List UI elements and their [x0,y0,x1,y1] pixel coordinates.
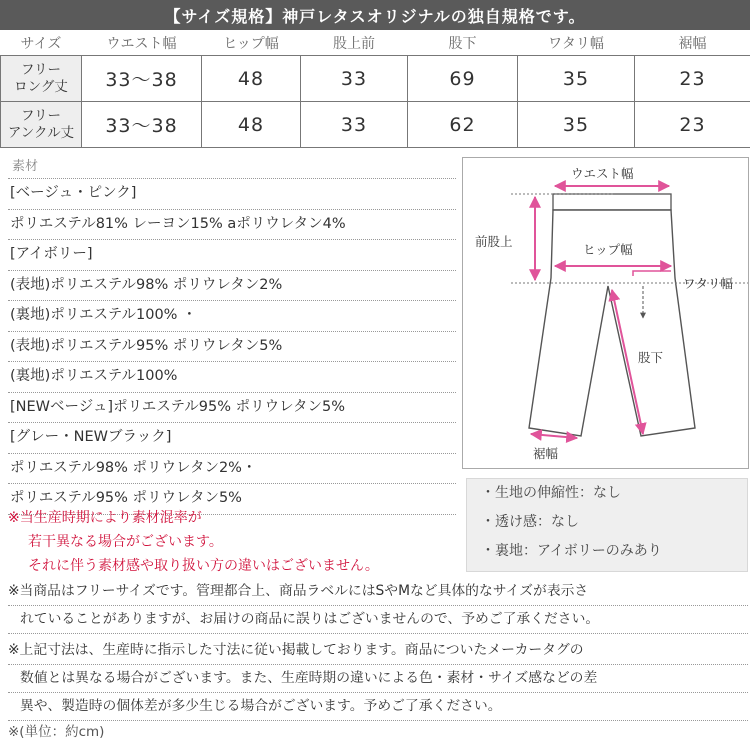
header-cell: 裾幅 [635,31,750,56]
hip-label: ヒップ幅 [583,242,633,257]
table-cell: 48 [202,56,301,102]
materials-heading: 素材 [8,156,456,179]
note-line: ※当生産時期により素材混率が [8,510,202,526]
table-cell: 33 [301,102,408,148]
table-cell: 35 [518,102,635,148]
inseam-label: 股下 [638,350,664,365]
header-cell: ウエスト幅 [82,31,202,56]
property-sheerness: ・透け感：なし [481,514,579,530]
material-line: [アイボリー] [8,240,456,271]
materials-list [8,156,456,515]
note-line: れていることがありますが、お届けの商品に誤りはございませんので、予めご了承ください。 [8,606,748,634]
rise-label: 前股上 [475,234,513,249]
table-row [1,56,750,102]
waist-label: ウエスト幅 [571,166,634,181]
material-line: (裏地)ポリエステル100% [8,362,456,393]
pants-measurement-diagram [462,157,749,469]
header-cell: 股上前 [301,31,408,56]
property-stretch: ・生地の伸縮性：なし [481,485,621,501]
table-cell: 62 [408,102,518,148]
size-notes [8,578,748,721]
note-line: 異や、製造時の個体差が多少生じる場合がございます。予めご了承ください。 [8,693,748,721]
row-label [1,56,82,102]
table-cell: 69 [408,56,518,102]
material-line: (裏地)ポリエステル100% ・ [8,301,456,332]
row-label-line: アンクル丈 [7,124,75,141]
material-line: (表地)ポリエステル98% ポリウレタン2% [8,271,456,302]
table-cell: 48 [202,102,301,148]
material-line: [NEWベージュ]ポリエステル95% ポリウレタン5% [8,393,456,424]
waistband-shape [553,194,671,210]
material-line: ポリエステル98% ポリウレタン2%・ [8,454,456,485]
row-label-line: フリー [21,107,61,124]
thigh-label: ワタリ幅 [683,276,733,291]
material-line: ポリエステル95% ポリウレタン5% [8,484,456,515]
property-lining: ・裏地：アイボリーのみあり [481,543,662,559]
header-cell: サイズ [1,31,82,56]
material-line: ポリエステル81% レーヨン15% aポリウレタン4% [8,210,456,241]
material-variation-note [8,506,458,578]
note-line: ※当商品はフリーサイズです。管理都合上、商品ラベルにはSやMなど具体的なサイズが表示さ [8,578,748,606]
size-table [0,31,750,148]
hem-label: 裾幅 [533,446,559,461]
table-cell: 35 [518,56,635,102]
table-row [1,102,750,148]
note-line: ※上記寸法は、生産時に指示した寸法に従い掲載しております。商品についたメーカータグの [8,637,748,665]
note-line: それに伴う素材感や取り扱い方の違いはございません。 [28,558,379,574]
material-line: [ベージュ・ピンク] [8,179,456,210]
table-cell: 23 [635,102,750,148]
note-line: 数値とは異なる場合がございます。また、生産時期の違いによる色・素材・サイズ感などの差 [8,665,748,693]
unit-note: ※(単位：約cm) [8,724,105,740]
material-line: [グレー・NEWブラック] [8,423,456,454]
note-line: 若干異なる場合がございます。 [28,534,223,550]
row-label [1,102,82,148]
size-table-header [1,31,750,56]
page-title: 【サイズ規格】神戸レタスオリジナルの独自規格です。 [0,0,750,30]
pants-diagram-svg [463,158,748,468]
material-line: (表地)ポリエステル95% ポリウレタン5% [8,332,456,363]
fabric-properties [466,478,748,572]
table-cell: 33〜38 [82,102,202,148]
row-label-line: フリー [21,61,61,78]
header-cell: ヒップ幅 [202,31,301,56]
table-cell: 33〜38 [82,56,202,102]
table-cell: 33 [301,56,408,102]
table-cell: 23 [635,56,750,102]
header-cell: ワタリ幅 [518,31,635,56]
row-label-line: ロング丈 [14,78,68,95]
header-cell: 股下 [408,31,518,56]
